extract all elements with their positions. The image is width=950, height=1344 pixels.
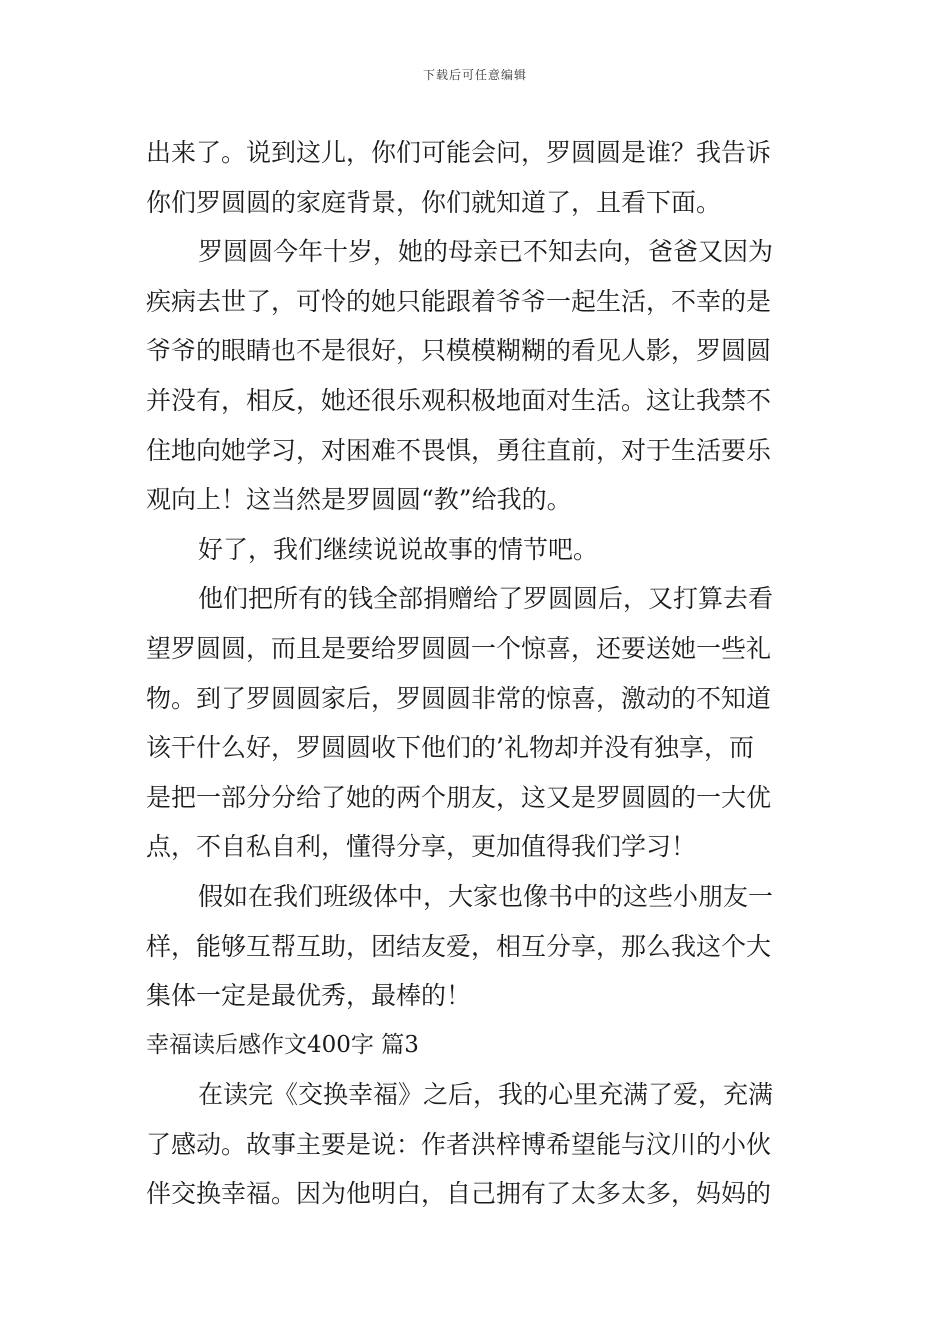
section-heading: 幸福读后感作文400字 篇3 (146, 1031, 419, 1058)
text-line: 集体一定是最优秀，最棒的！ (146, 981, 472, 1011)
text-line: 出来了。说到这儿，你们可能会问，罗圆圆是谁？我告诉 (146, 138, 772, 167)
text-line: 好了，我们继续说说故事的情节吧。 (198, 534, 599, 564)
text-line: 是把一部分分给了她的两个朋友，这又是罗圆圆的一大优 (146, 782, 772, 812)
text-line: 望罗圆圆，而且是要给罗圆圆一个惊喜，还要送她一些礼 (146, 633, 772, 663)
text-line: 观向上！这当然是罗圆圆“教”给我的。 (146, 485, 572, 515)
text-line: 假如在我们班级体中，大家也像书中的这些小朋友一 (198, 881, 774, 911)
text-line: 住地向她学习，对困难不畏惧，勇往直前，对于生活要乐 (146, 435, 772, 465)
page-header: 下载后可任意编辑 (422, 68, 527, 82)
text-line: 罗圆圆今年十岁，她的母亲已不知去向，爸爸又因为 (198, 237, 774, 267)
text-line: 物。到了罗圆圆家后，罗圆圆非常的惊喜，激动的不知道 (146, 683, 772, 713)
text-line: 并没有，相反，她还很乐观积极地面对生活。这让我禁不 (146, 385, 772, 415)
text-line: 你们罗圆圆的家庭背景，你们就知道了，且看下面。 (146, 187, 722, 217)
text-line: 在读完《交换幸福》之后，我的心里充满了爱，充满 (198, 1080, 774, 1110)
text-line: 了感动。故事主要是说：作者洪梓博希望能与汶川的小伙 (146, 1129, 772, 1159)
text-line: 点，不自私自利，懂得分享，更加值得我们学习！ (146, 832, 697, 862)
text-line: 他们把所有的钱全部捐赠给了罗圆圆后，又打算去看 (198, 584, 774, 614)
text-line: 该干什么好，罗圆圆收下他们的’礼物却并没有独享，而 (146, 733, 754, 763)
document-body (146, 128, 808, 1219)
text-line: 疾病去世了，可怜的她只能跟着爷爷一起生活，不幸的是 (146, 286, 772, 316)
text-line: 伴交换幸福。因为他明白，自己拥有了太多太多，妈妈的 (146, 1179, 772, 1209)
text-line: 爷爷的眼睛也不是很好，只模模糊糊的看见人影，罗圆圆 (146, 336, 772, 366)
text-line: 样，能够互帮互助，团结友爱，相互分享，那么我这个大 (146, 931, 772, 961)
